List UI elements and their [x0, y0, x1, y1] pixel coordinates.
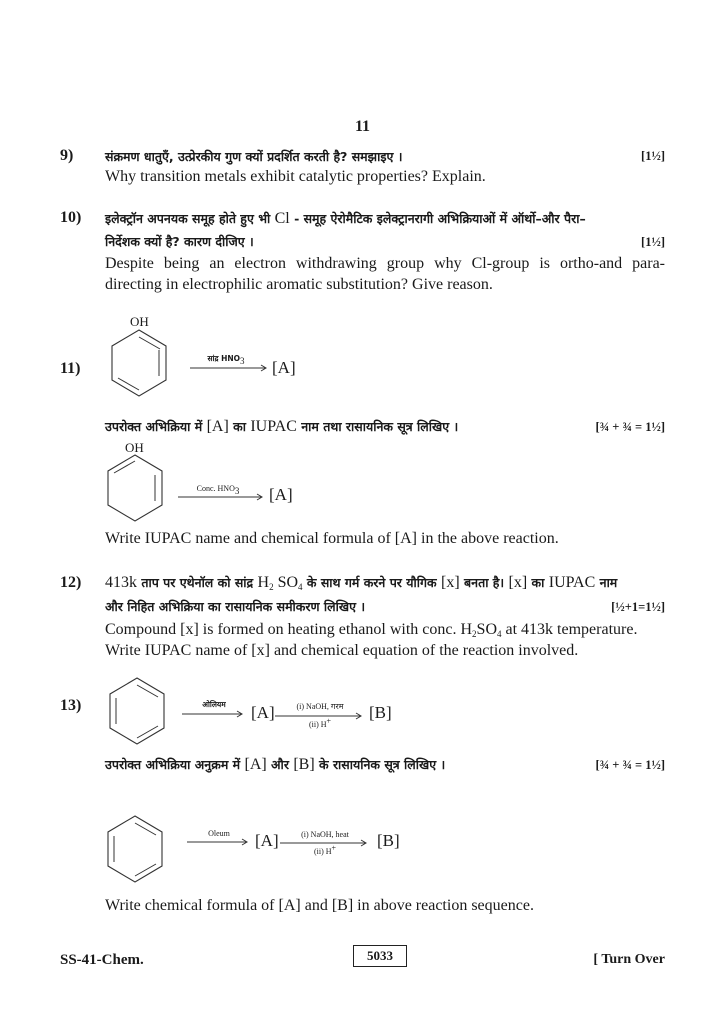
question-10-marks: [1½] [641, 235, 665, 249]
q13-arrow2-hindi [275, 701, 365, 729]
benzene-ring-en [104, 814, 166, 884]
question-9-hindi: संक्रमण धातुएँ, उत्प्रेरकीय गुण क्यों प्रदर्शित करती है? समझाइए । [105, 149, 403, 164]
q12-hindi-part: का [527, 575, 549, 590]
q13-hindi-part: और [266, 757, 294, 772]
question-12-number: 12) [60, 574, 82, 591]
q11-reagent-sub: 3 [240, 356, 245, 366]
question-12-hindi-line1 [105, 574, 617, 592]
q12-english-part: Compound [x] is formed on heating ethanol with conc. H [105, 621, 473, 638]
q11-reagent-text: सांद्र HNO [207, 354, 241, 363]
q12-en-so: SO [476, 621, 497, 638]
q13-reagent2-sup-en: + [331, 843, 337, 853]
question-12-hindi-line2: और निहित अभिक्रिया का रासायनिक समीकरण लिखिए । [105, 599, 366, 614]
reaction-arrow [187, 838, 251, 846]
reaction-arrow [275, 712, 365, 720]
page-number: 11 [354, 118, 371, 135]
benzene-ring-phenol-en [104, 453, 166, 523]
paper-code: SS-41-Chem. [60, 952, 144, 968]
q12-temp: 413k [105, 574, 137, 591]
reaction-arrow [190, 364, 270, 372]
q13-reagent1-en: Oleum [208, 829, 230, 838]
reaction-arrow [178, 493, 266, 501]
question-9-number: 9) [60, 147, 74, 164]
q10-cl: Cl [274, 210, 290, 227]
q13-hindi-a: [A] [244, 756, 267, 773]
q11-hindi-part: का [228, 419, 251, 434]
benzene-ring [106, 676, 168, 746]
q12-sub2: 2 [269, 582, 274, 592]
question-11-english: Write IUPAC name and chemical formula of [A] in the above reaction. [105, 530, 559, 547]
q12-h2so4 [258, 574, 303, 591]
q13-hindi-part: उपरोक्त अभिक्रिया अनुक्रम में [105, 757, 245, 772]
q11-hindi-arrow [190, 354, 270, 372]
q10-hindi-part: इलेक्ट्रॉन अपनयक समूह होते हुए भी [105, 211, 275, 226]
q13-reagent2-text: (i) NaOH, गरम [296, 702, 344, 711]
q12-en-sub4: 4 [497, 629, 502, 639]
question-10-english-line1: Despite being an electron withdrawing group why Cl-group is ortho-and para- [105, 255, 665, 272]
question-9-english: Why transition metals exhibit catalytic properties? Explain. [105, 168, 486, 185]
question-13-marks: [¾ + ¾ = 1½] [595, 758, 665, 772]
question-11-hindi [105, 418, 458, 436]
q13-hindi-part: के रासायनिक सूत्र लिखिए । [314, 757, 446, 772]
benzene-ring-phenol [108, 328, 170, 398]
phenol-oh-label: OH [130, 314, 149, 329]
question-10-number: 10) [60, 209, 82, 226]
q12-hindi-part: नाम [595, 575, 618, 590]
question-13-hindi [105, 756, 445, 774]
question-11-marks: [¾ + ¾ = 1½] [595, 420, 665, 434]
q13-reagent2-line1 [275, 701, 365, 712]
q10-hindi-part: - समूह ऐरोमैटिक इलेक्ट्रानरागी अभिक्रियाओं में ऑर्थो–और पैरा– [289, 211, 586, 226]
q12-english-part: at 413k temperature. [501, 621, 638, 638]
q13-reagent2-line2-en [280, 843, 370, 856]
phenol-oh-label-en: OH [125, 440, 144, 455]
q13-arrow1-english [187, 829, 251, 846]
q11-reagent-text-en: Conc. HNO [196, 484, 235, 493]
q13-product-b-en: [B] [377, 831, 400, 850]
question-12-english-line1 [105, 621, 637, 639]
q12-x: [x] [441, 574, 460, 591]
q11-reagent-label-en [170, 484, 266, 496]
q12-so: SO [277, 574, 299, 591]
question-11-number: 11) [60, 360, 81, 377]
reaction-arrow [182, 710, 246, 718]
q13-reagent2-h: (ii) H [308, 720, 327, 729]
q11-reagent-sub-en: 3 [234, 486, 240, 496]
question-9-marks: [1½] [641, 149, 665, 163]
question-10-hindi-line2: निर्देशक क्यों है? कारण दीजिए । [105, 234, 254, 249]
q11-hindi-part: नाम तथा रासायनिक सूत्र लिखिए । [296, 419, 459, 434]
q11-product-a: [A] [272, 358, 296, 377]
q11-hindi-iupac: IUPAC [250, 418, 297, 435]
q11-english-arrow [178, 484, 266, 501]
paper-number-box: 5033 [353, 945, 407, 967]
q13-reagent2-line2 [275, 716, 365, 729]
q13-arrow1-hindi [182, 700, 246, 718]
q12-hindi-part: ताप पर एथेनॉल को सांद्र [137, 575, 258, 590]
question-13-english: Write chemical formula of [A] and [B] in above reaction sequence. [105, 897, 534, 914]
question-10-hindi-line1 [105, 210, 586, 228]
q12-iupac: IUPAC [548, 574, 596, 591]
turn-over-label: [ Turn Over [593, 952, 665, 967]
question-12-english-line2: Write IUPAC name of [x] and chemical equation of the reaction involved. [105, 642, 579, 659]
q13-reagent2-sup: + [326, 716, 332, 726]
question-10-english-line2: directing in electrophilic aromatic substitution? Give reason. [105, 276, 493, 293]
q13-reagent1: ओलियम [202, 700, 226, 709]
q12-x: [x] [508, 574, 528, 591]
q11-reagent-label [182, 354, 270, 364]
q11-hindi-a: [A] [206, 418, 229, 435]
q11-hindi-part: उपरोक्त अभिक्रिया में [105, 419, 207, 434]
question-12-marks: [½+1=1½] [611, 600, 665, 614]
q13-arrow2-english [280, 830, 370, 856]
q13-product-a-en: [A] [255, 831, 279, 850]
q12-sub4: 4 [298, 582, 303, 592]
q12-h: H [257, 574, 270, 591]
q12-en-sub2: 2 [472, 629, 477, 639]
q12-hindi-part: बनता है। [459, 575, 509, 590]
question-13-number: 13) [60, 697, 82, 714]
q13-product-b: [B] [369, 703, 392, 722]
q13-product-a: [A] [251, 703, 275, 722]
reaction-arrow [280, 839, 370, 847]
q13-reagent2-h-en: (ii) H [313, 847, 332, 856]
q11-product-a-en: [A] [269, 485, 293, 504]
q13-hindi-b: [B] [293, 756, 315, 773]
q13-reagent2-en: (i) NaOH, heat [301, 830, 349, 839]
q12-hindi-part: के साथ गर्म करने पर यौगिक [302, 575, 441, 590]
